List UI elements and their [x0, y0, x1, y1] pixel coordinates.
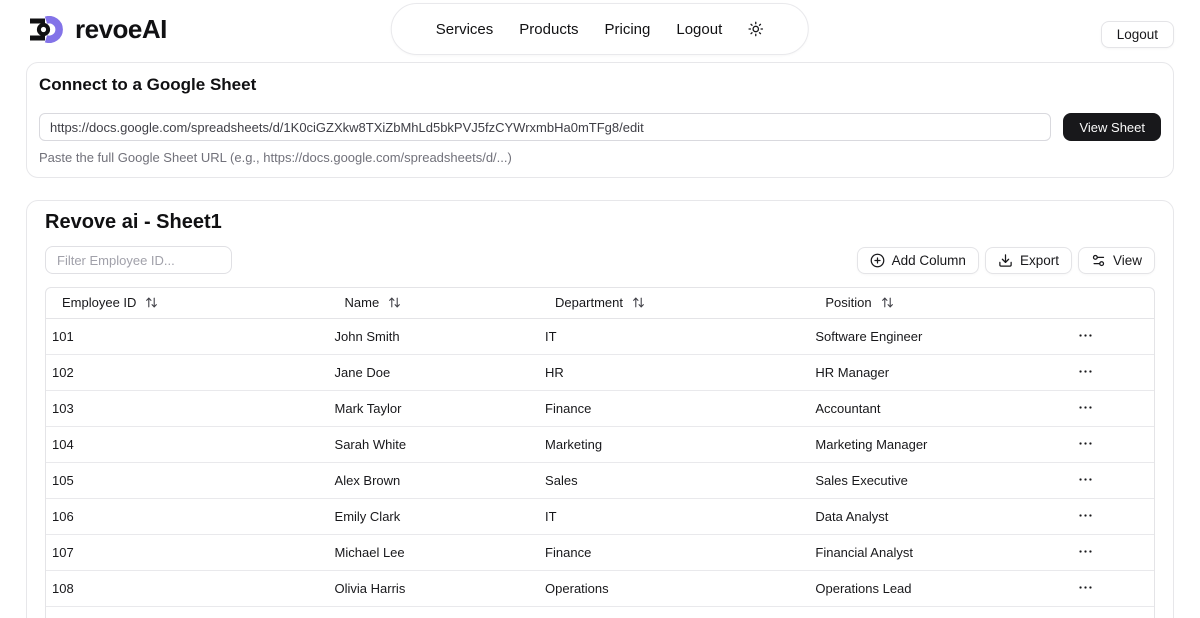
- cell-department: IT: [539, 498, 809, 534]
- ellipsis-icon: [1077, 579, 1094, 596]
- cell-department: Sales: [539, 462, 809, 498]
- column-header-name[interactable]: [329, 288, 540, 318]
- filter-employee-id-input[interactable]: [45, 246, 232, 274]
- nav-link-products[interactable]: Products: [519, 20, 579, 38]
- ellipsis-icon: [1077, 363, 1094, 380]
- cell-department: Marketing: [539, 426, 809, 462]
- brand-logo: [30, 14, 167, 45]
- cell-employee-id: 101: [46, 318, 329, 354]
- table-row: [46, 570, 1154, 606]
- cell-position: Software Engineer: [809, 318, 1058, 354]
- cell-employee-id: 103: [46, 390, 329, 426]
- sheet-title: Revove ai - Sheet1: [45, 211, 222, 233]
- cell-position: Marketing Manager: [809, 426, 1058, 462]
- sheet-url-input[interactable]: [39, 113, 1051, 141]
- logout-button[interactable]: Logout: [1101, 21, 1174, 48]
- cell-position: Operations Lead: [809, 570, 1058, 606]
- nav-link-logout[interactable]: Logout: [676, 20, 723, 38]
- cell-department: Finance: [539, 390, 809, 426]
- ellipsis-icon: [1077, 399, 1094, 416]
- brand-name: revoeAI: [75, 14, 167, 44]
- nav-link-pricing[interactable]: Pricing: [604, 20, 651, 38]
- nav-menu: [391, 3, 809, 55]
- cell-employee-id: 105: [46, 462, 329, 498]
- cell-name: Mark Taylor: [329, 390, 540, 426]
- cell-employee-id: 107: [46, 534, 329, 570]
- download-icon: [998, 253, 1013, 268]
- table-row: [46, 390, 1154, 426]
- view-label: View: [1112, 252, 1142, 268]
- brand-logo-icon: [30, 16, 68, 43]
- cell-position: HR Manager: [809, 354, 1058, 390]
- row-actions-menu-button[interactable]: [1073, 433, 1098, 454]
- column-label: Name: [344, 295, 380, 311]
- cell-name: John Smith: [329, 318, 540, 354]
- cell-position: Accountant: [809, 390, 1058, 426]
- table-body: [46, 318, 1154, 618]
- sliders-icon: [1091, 253, 1106, 268]
- row-actions-menu-button[interactable]: [1073, 577, 1098, 598]
- cell-name: Olivia Harris: [329, 570, 540, 606]
- column-header-department[interactable]: [539, 288, 809, 318]
- cell-position: Financial Analyst: [809, 534, 1058, 570]
- table-header: [46, 288, 1154, 318]
- row-actions-menu-button[interactable]: [1073, 361, 1098, 382]
- view-options-button[interactable]: [1078, 247, 1155, 274]
- cell-name: Sarah White: [329, 426, 540, 462]
- connect-card-title: Connect to a Google Sheet: [39, 75, 257, 94]
- cell-employee-id: 108: [46, 570, 329, 606]
- row-actions-menu-button[interactable]: [1073, 505, 1098, 526]
- nav-link-services[interactable]: Services: [435, 20, 494, 38]
- add-column-label: Add Column: [891, 252, 966, 268]
- table-row: [46, 606, 1154, 618]
- arrow-up-down-icon: [145, 296, 158, 309]
- connect-sheet-card: [26, 62, 1174, 178]
- ellipsis-icon: [1077, 471, 1094, 488]
- table-toolbar: [45, 246, 1155, 274]
- top-bar: [0, 0, 1200, 58]
- add-column-button[interactable]: [857, 247, 979, 274]
- ellipsis-icon: [1077, 507, 1094, 524]
- export-button[interactable]: [985, 247, 1072, 274]
- toolbar-buttons: [857, 247, 1155, 274]
- row-actions-menu-button[interactable]: [1073, 541, 1098, 562]
- cell-employee-id: 106: [46, 498, 329, 534]
- cell-department: HR: [539, 354, 809, 390]
- table-row: [46, 354, 1154, 390]
- table-row: [46, 318, 1154, 354]
- ellipsis-icon: [1077, 435, 1094, 452]
- cell-department: Operations: [539, 570, 809, 606]
- table-row: [46, 498, 1154, 534]
- cell-department: IT: [539, 318, 809, 354]
- sheet-table-card: [26, 200, 1174, 618]
- cell-employee-id: 102: [46, 354, 329, 390]
- ellipsis-icon: [1077, 327, 1094, 344]
- column-label: Employee ID: [62, 295, 137, 311]
- row-actions-menu-button[interactable]: [1073, 469, 1098, 490]
- cell-department: Finance: [539, 534, 809, 570]
- table-row: [46, 426, 1154, 462]
- cell-position: Data Analyst: [809, 498, 1058, 534]
- column-label: Position: [825, 295, 872, 311]
- view-sheet-button[interactable]: View Sheet: [1063, 113, 1161, 141]
- cell-name: Alex Brown: [329, 462, 540, 498]
- cell-employee-id: 104: [46, 426, 329, 462]
- table-row: [46, 462, 1154, 498]
- ellipsis-icon: [1077, 543, 1094, 560]
- column-header-employee-id[interactable]: [46, 288, 329, 318]
- export-label: Export: [1019, 252, 1059, 268]
- table-header-row: [46, 288, 1154, 318]
- row-actions-menu-button[interactable]: [1073, 325, 1098, 346]
- column-label: Department: [555, 295, 623, 311]
- cell-name: Emily Clark: [329, 498, 540, 534]
- column-header-actions: [1059, 288, 1154, 318]
- cell-name: Jane Doe: [329, 354, 540, 390]
- employee-table: [45, 287, 1155, 618]
- arrow-up-down-icon: [388, 296, 401, 309]
- theme-toggle-button[interactable]: [748, 21, 764, 37]
- arrow-up-down-icon: [881, 296, 894, 309]
- row-actions-menu-button[interactable]: [1073, 397, 1098, 418]
- url-helper-text: Paste the full Google Sheet URL (e.g., https://docs.google.com/spreadsheets/d/...): [39, 150, 512, 165]
- arrow-up-down-icon: [632, 296, 645, 309]
- cell-name: Michael Lee: [329, 534, 540, 570]
- sun-icon: [748, 21, 764, 37]
- column-header-position[interactable]: [809, 288, 1058, 318]
- cell-position: Sales Executive: [809, 462, 1058, 498]
- table-row: [46, 534, 1154, 570]
- circle-plus-icon: [870, 253, 885, 268]
- nav-links: [436, 21, 722, 38]
